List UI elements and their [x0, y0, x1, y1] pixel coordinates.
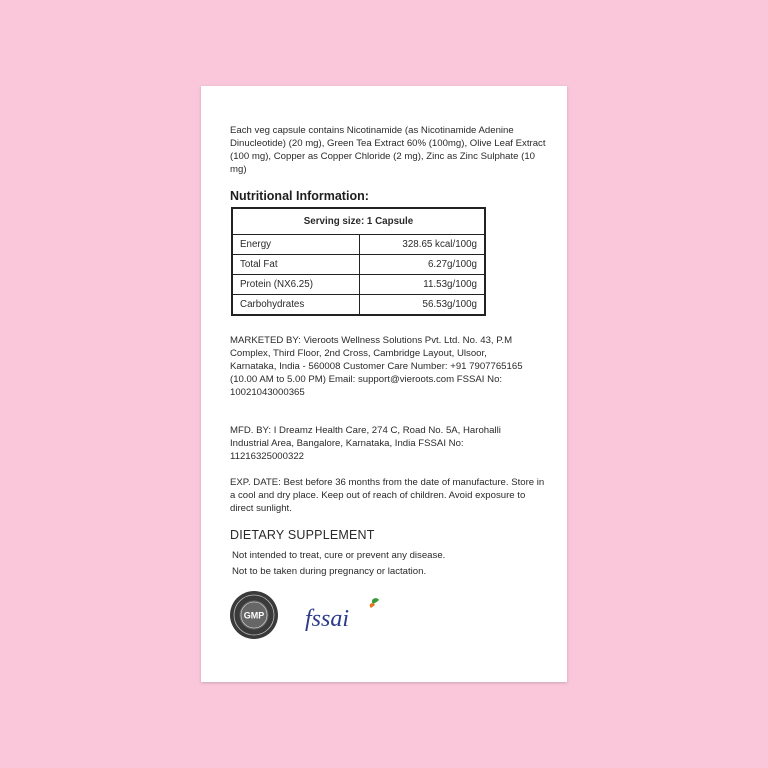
nutrient-name: Carbohydrates [232, 295, 360, 316]
nutrient-value: 6.27g/100g [360, 255, 486, 275]
svg-text:fssai: fssai [305, 606, 350, 632]
nutrient-name: Energy [232, 235, 360, 255]
label-card [201, 86, 567, 682]
table-row [232, 295, 485, 316]
manufactured-by-text: MFD. BY: I Dreamz Health Care, 274 C, Road No. 5A, Harohalli Industrial Area, Bangalore, Karnataka, India FSSAI No: 11216325000322 [230, 425, 501, 462]
dietary-notes [232, 548, 445, 580]
table-row [232, 275, 485, 295]
dietary-note: Not to be taken during pregnancy or lactation. [232, 566, 427, 577]
nutrient-name: Protein (NX6.25) [232, 275, 360, 295]
nutrient-value: 11.53g/100g [360, 275, 486, 295]
ingredients-text: Each veg capsule contains Nicotinamide (as Nicotinamide Adenine Dinucleotide) (20 mg), Green Tea Extract 60% (100mg), Olive Leaf Extract (100 mg), Copper as Copper Chloride (2 mg), Zinc as Zinc Sulphate (10 mg) [230, 125, 546, 175]
dietary-title: DIETARY SUPPLEMENT [230, 528, 375, 542]
marketed-by-text: MARKETED BY: Vieroots Wellness Solutions Pvt. Ltd. No. 43, P.M Complex, Third Floor, 2nd Cross, Cambridge Layout, Ulsoor, Karnataka, India - 560008 Customer Care Number: +91 7907765165 (10.00 AM to 5.00 PM) Email: support@vieroots.com FSSAI No: 10021043000365 [230, 335, 523, 398]
serving-size: Serving size: 1 Capsule [232, 208, 485, 235]
svg-text:GMP: GMP [243, 610, 265, 621]
fssai-logo-icon [303, 596, 381, 636]
nutrient-name: Total Fat [232, 255, 360, 275]
dietary-note: Not intended to treat, cure or prevent any disease. [232, 550, 446, 561]
nutrition-table [231, 207, 486, 316]
table-row [232, 235, 485, 255]
table-row [232, 255, 485, 275]
nutrient-value: 328.65 kcal/100g [360, 235, 486, 255]
nutrient-value: 56.53g/100g [360, 295, 486, 316]
expiry-storage-text: EXP. DATE: Best before 36 months from the date of manufacture. Store in a cool and dry place. Keep out of reach of children. Avoid exposure to direct sunlight. [230, 477, 545, 514]
gmp-seal-icon [229, 590, 279, 640]
nutrition-heading: Nutritional Information: [230, 189, 369, 203]
